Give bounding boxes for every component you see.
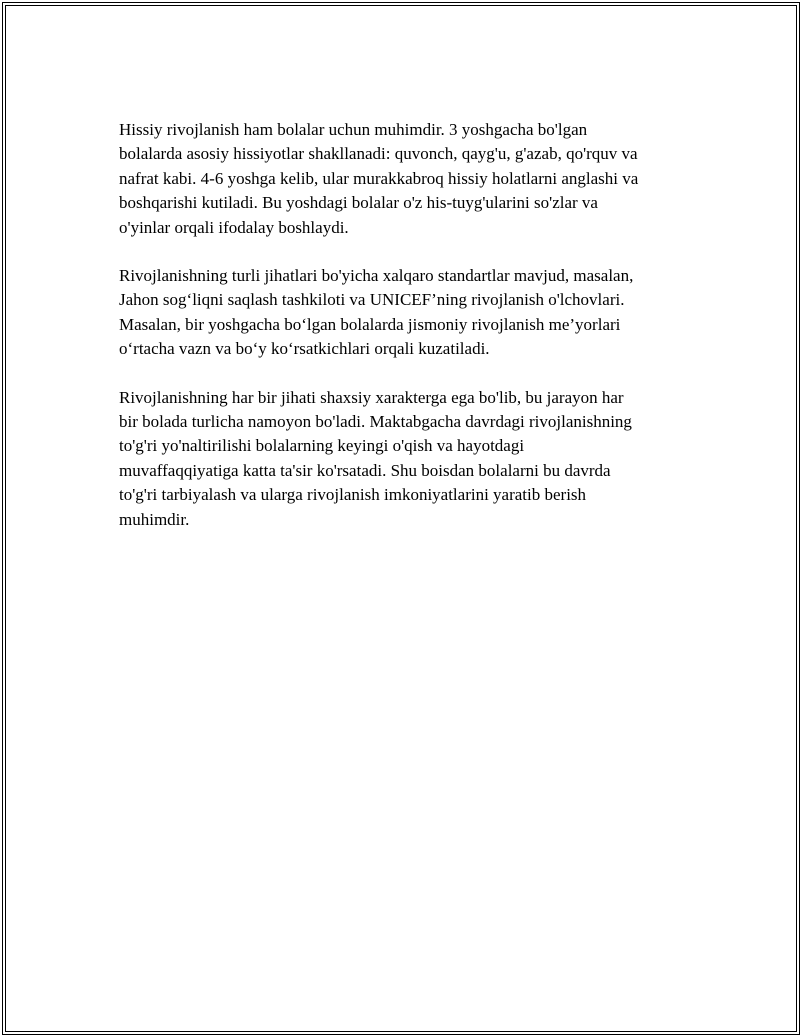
paragraph-international-standards: Rivojlanishning turli jihatlari bo'yicha xalqaro standartlar mavjud, masalan, Jahon sog‘liqni saqlash tashkiloti va UNICEF’ning rivojlanish o'lchovlari. Masalan, bir yoshgacha bo‘lgan bolalarda jismoniy rivojlanish me’yorlari o‘rtacha vazn va bo‘y ko‘rsatkichlari orqali kuzatiladi. — [119, 266, 634, 359]
document-body — [119, 118, 699, 556]
paragraph-individual-character: Rivojlanishning har bir jihati shaxsiy xarakterga ega bo'lib, bu jarayon har bir bolada turlicha namoyon bo'ladi. Maktabgacha davrdagi rivojlanishning to'g'ri yo'naltirilishi bolalarning keyingi o'qish va hayotdagi muvaffaqqiyatiga katta ta'sir ko'rsatadi. Shu boisdan bolalarni bu davrda to'g'ri tarbiyalash va ularga rivojlanish imkoniyatlarini yaratib berish muhimdir. — [119, 387, 632, 529]
paragraph-emotional-development: Hissiy rivojlanish ham bolalar uchun muhimdir. 3 yoshgacha bo'lgan bolalarda asosiy hissiyotlar shakllanadi: quvonch, qayg'u, g'azab, qo'rquv va nafrat kabi. 4-6 yoshga kelib, ular murakkabroq hissiy holatlarni anglashi va boshqarishi kutiladi. Bu yoshdagi bolalar o'z his-tuyg'ularini so'zlar va o'yinlar orqali ifodalay boshlaydi. — [119, 120, 639, 237]
